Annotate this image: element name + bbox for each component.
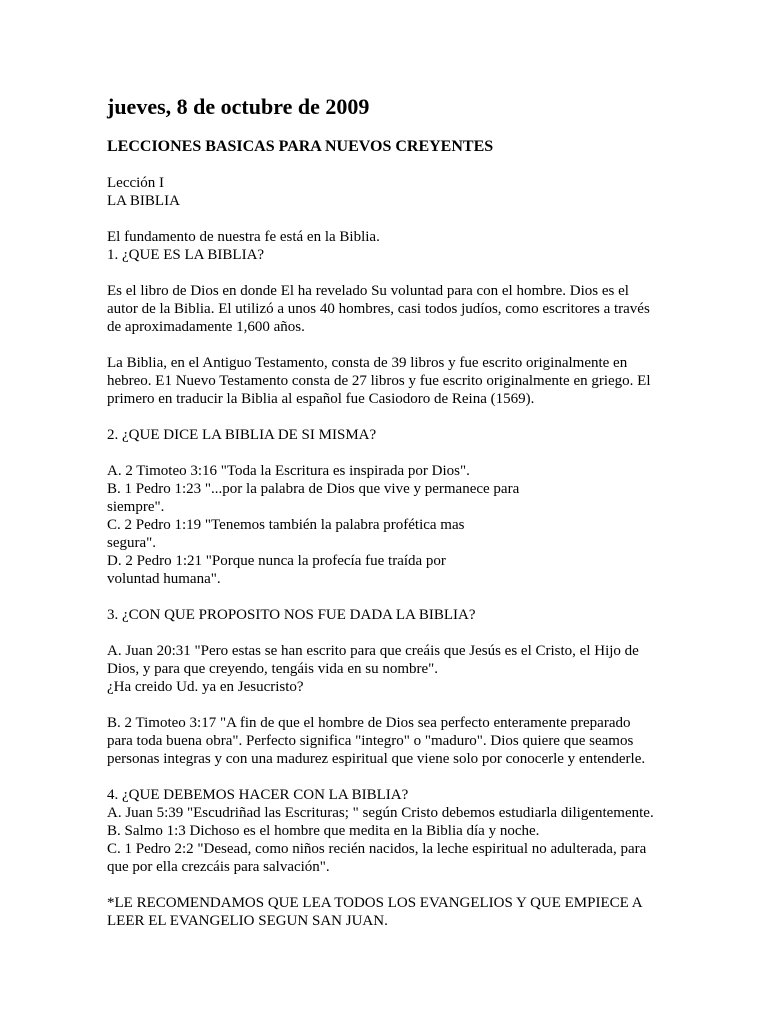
text-line: ¿Ha creido Ud. ya en Jesucristo? bbox=[107, 679, 304, 695]
text-line: Dios, y para que creyendo, tengáis vida en su nombre". bbox=[107, 661, 439, 677]
text-line: Es el libro de Dios en donde El ha revelado Su voluntad para con el hombre. Dios es el bbox=[107, 283, 629, 299]
list-item: B. Salmo 1:3 Dichoso es el hombre que medita en la Biblia día y noche. bbox=[107, 823, 540, 839]
question-2-list bbox=[107, 462, 667, 588]
list-item: C. 2 Pedro 1:19 "Tenemos también la palabra profética mas bbox=[107, 517, 465, 533]
list-item: que por ella crezcáis para salvación". bbox=[107, 859, 330, 875]
list-item: segura". bbox=[107, 535, 157, 551]
lesson-topic: LA BIBLIA bbox=[107, 193, 180, 209]
text-line: *LE RECOMENDAMOS QUE LEA TODOS LOS EVANGELIOS Y QUE EMPIECE A bbox=[107, 895, 643, 911]
question-1-paragraph-1 bbox=[107, 282, 667, 336]
question-4-list bbox=[107, 804, 667, 876]
text-line: personas integras y con una madurez espiritual que viene solo por conocerle y entenderle. bbox=[107, 751, 646, 767]
text-line: La Biblia, en el Antiguo Testamento, consta de 39 libros y fue escrito originalmente en bbox=[107, 355, 628, 371]
text-line: hebreo. E1 Nuevo Testamento consta de 27 libros y fue escrito originalmente en griego. El bbox=[107, 373, 651, 389]
list-item: voluntad humana". bbox=[107, 571, 221, 587]
list-item: siempre". bbox=[107, 499, 165, 515]
document-page bbox=[107, 88, 667, 930]
list-item: A. Juan 5:39 "Escudriñad las Escrituras; " según Cristo debemos estudiarla diligentemente. bbox=[107, 805, 654, 821]
question-1-heading: 1. ¿QUE ES LA BIBLIA? bbox=[107, 247, 265, 263]
text-line: autor de la Biblia. El utilizó a unos 40 hombres, casi todos judíos, como escritores a través bbox=[107, 301, 650, 317]
text-line: primero en traducir la Biblia al español fue Casiodoro de Reina (1569). bbox=[107, 391, 535, 407]
date-heading: jueves, 8 de octubre de 2009 bbox=[107, 94, 370, 119]
list-item: C. 1 Pedro 2:2 "Desead, como niños recién nacidos, la leche espiritual no adulterada, para bbox=[107, 841, 647, 857]
document-title: LECCIONES BASICAS PARA NUEVOS CREYENTES bbox=[107, 138, 494, 155]
list-item: D. 2 Pedro 1:21 "Porque nunca la profecía fue traída por bbox=[107, 553, 446, 569]
question-3-heading: 3. ¿CON QUE PROPOSITO NOS FUE DADA LA BIBLIA? bbox=[107, 607, 476, 623]
text-line: A. Juan 20:31 "Pero estas se han escrito para que creáis que Jesús es el Cristo, el Hijo de bbox=[107, 643, 639, 659]
list-item: B. 1 Pedro 1:23 "...por la palabra de Dios que vive y permanece para bbox=[107, 481, 520, 497]
question-3-item-b bbox=[107, 714, 667, 768]
question-4-heading: 4. ¿QUE DEBEMOS HACER CON LA BIBLIA? bbox=[107, 787, 409, 803]
text-line: LEER EL EVANGELIO SEGUN SAN JUAN. bbox=[107, 913, 388, 929]
question-2-heading: 2. ¿QUE DICE LA BIBLIA DE SI MISMA? bbox=[107, 427, 377, 443]
question-1-paragraph-2 bbox=[107, 354, 667, 408]
lesson-label: Lección I bbox=[107, 175, 165, 191]
list-item: A. 2 Timoteo 3:16 "Toda la Escritura es inspirada por Dios". bbox=[107, 463, 470, 479]
intro-text: El fundamento de nuestra fe está en la Biblia. bbox=[107, 229, 380, 245]
text-line: de aproximadamente 1,600 años. bbox=[107, 319, 305, 335]
closing-recommendation bbox=[107, 894, 667, 930]
text-line: para toda buena obra". Perfecto significa "integro" o "maduro". Dios quiere que seamos bbox=[107, 733, 634, 749]
question-3-item-a bbox=[107, 642, 667, 696]
text-line: B. 2 Timoteo 3:17 "A fin de que el hombre de Dios sea perfecto enteramente preparado bbox=[107, 715, 631, 731]
